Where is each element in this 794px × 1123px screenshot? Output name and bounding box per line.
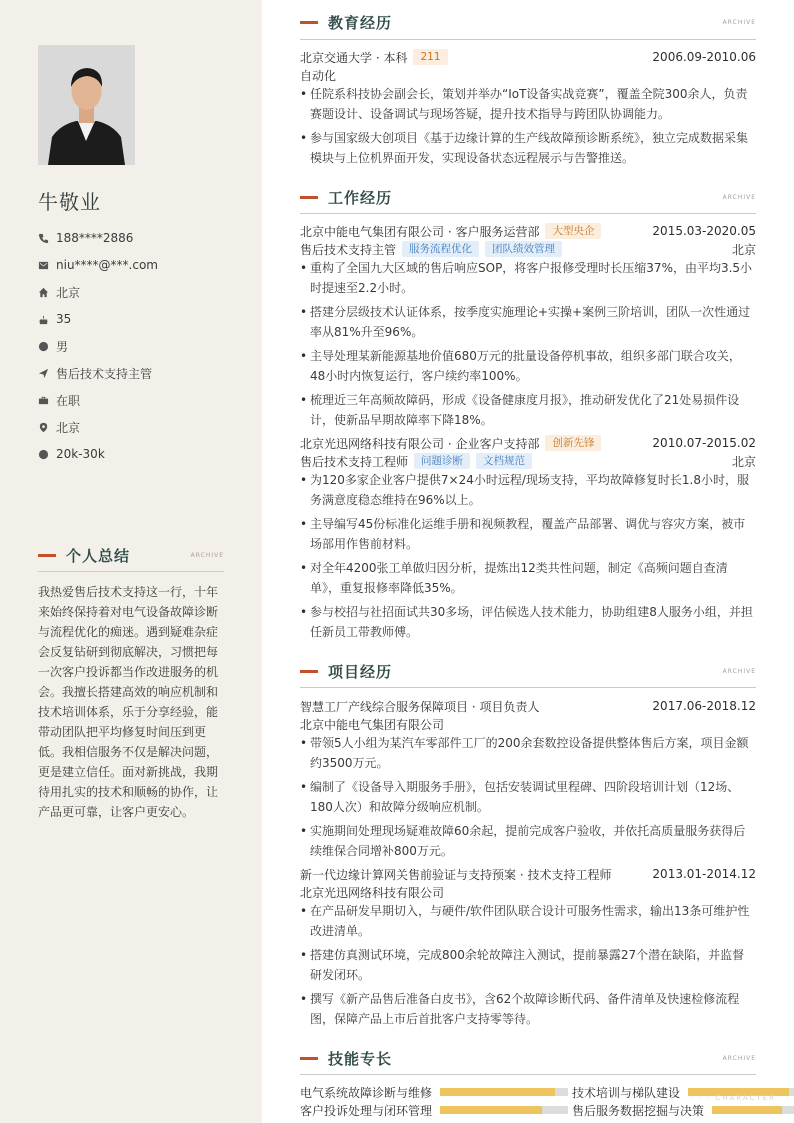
- project-name: 智慧工厂产线综合服务保障项目 · 项目负责人: [300, 699, 540, 714]
- person-name: 牛敬业: [38, 190, 101, 214]
- home-icon: [38, 285, 56, 299]
- contact-text: 188****2886: [56, 231, 134, 245]
- job-date: 2010.07-2015.02: [652, 436, 756, 450]
- contact-text: 男: [56, 339, 69, 354]
- skill-item: [300, 1101, 568, 1119]
- company-tag: 大型央企: [545, 223, 601, 239]
- job-city: 北京: [731, 454, 756, 469]
- job-position-row: [300, 240, 756, 258]
- project-bullet: • 在产品研发早期切入，与硬件/软件团队联合设计可服务性需求，输出13条可维护性改进清单。: [300, 901, 756, 941]
- project-name-row: [300, 697, 756, 715]
- education-school-row: [300, 48, 756, 66]
- contact-item: [38, 418, 248, 436]
- skill-tag: 文档规范: [476, 453, 532, 469]
- contact-text: niu****@***.com: [56, 258, 158, 272]
- avatar: [38, 45, 135, 165]
- school-tag: 211: [413, 49, 447, 65]
- section-divider: [300, 1074, 756, 1075]
- contact-text: 售后技术支持主管: [56, 366, 153, 381]
- company-name: 北京中能电气集团有限公司 · 客户服务运营部: [300, 224, 540, 239]
- job-company-row: [300, 222, 756, 240]
- section-accent-bar: [38, 554, 56, 557]
- archive-label: ARCHIVE: [190, 551, 224, 559]
- contact-item: [38, 445, 248, 463]
- summary-header: [38, 543, 224, 567]
- work-title: 工作经历: [328, 188, 393, 207]
- contact-item: [38, 310, 248, 328]
- education-bullet: • 任院系科技协会副会长，策划并举办“IoT设备实战竞赛”，覆盖全院300余人，负责赛题设计、设备调试与现场答疑，提升技术指导与跨团队协调能力。: [300, 84, 756, 124]
- contact-item: [38, 364, 248, 382]
- skill-bar-fill: [440, 1088, 555, 1096]
- contact-text: 35: [56, 312, 72, 326]
- project-org-row: [300, 883, 756, 901]
- project-bullet: • 撰写《新产品售后准备白皮书》，含62个故障诊断代码、备件清单及快速检修流程图，保障产品上市后首批客户支持零等待。: [300, 989, 756, 1029]
- project-bullet: • 带领5人小组为某汽车零部件工厂的200余套数控设备提供整体售后方案，项目金额约3500万元。: [300, 733, 756, 773]
- salary-icon: [38, 447, 56, 461]
- job-bullet: • 主导处理某新能源基地价值680万元的批量设备停机事故，组织多部门联合攻关，48小时内恢复运行，客户续约率100%。: [300, 346, 756, 386]
- job-bullet: • 主导编写45份标准化运维手册和视频教程，覆盖产品部署、调优与容灾方案，被市场部用作售前材料。: [300, 514, 756, 554]
- skill-bar-fill: [440, 1106, 542, 1114]
- summary-title: 个人总结: [66, 546, 131, 565]
- summary-text: 我热爱售后技术支持这一行，十年来始终保持着对电气设备故障诊断与流程优化的痴迷。遇到疑难杂症会反复钻研到彻底解决，习惯把每一次客户投诉都当作改进服务的机会。我擅长搭建高效的响应机制和技术培训体系，乐于分享经验，能带动团队把平均修复时间压到更低。我相信服务不仅是解决问题，更是建立信任。面对新挑战，我期待用扎实的技术和顺畅的协作，让产品更可靠，让客户更安心。: [38, 585, 219, 819]
- watermark: · · · CHARACTER: [690, 1094, 776, 1102]
- section-accent-bar: [300, 670, 318, 673]
- skills-header: [300, 1046, 756, 1070]
- job-city: 北京: [731, 242, 756, 257]
- skill-bar-track: [440, 1106, 568, 1114]
- projects-title: 项目经历: [328, 662, 393, 681]
- project-name: 新一代边缘计算网关售前验证与支持预案 · 技术支持工程师: [300, 867, 612, 882]
- project-bullet: • 搭建仿真测试环境，完成800余轮故障注入测试，提前暴露27个潜在缺陷，并监督研发闭环。: [300, 945, 756, 985]
- company-tag: 创新先锋: [545, 435, 601, 451]
- contact-text: 在职: [56, 393, 81, 408]
- briefcase-icon: [38, 393, 56, 407]
- gender-icon: [38, 339, 56, 353]
- skill-name: 客户投诉处理与闭环管理: [300, 1103, 433, 1118]
- job-bullet: • 参与校招与社招面试共30多场，评估候选人技术能力，协助组建8人服务小组，并担任新员工带教师傅。: [300, 602, 756, 642]
- job-company-row: [300, 434, 756, 452]
- job-position: 售后技术支持主管: [300, 242, 397, 257]
- skill-bar-fill: [712, 1106, 782, 1114]
- section-divider: [300, 687, 756, 688]
- cake-icon: [38, 312, 56, 326]
- project-name-row: [300, 865, 756, 883]
- section-divider: [38, 571, 224, 572]
- skill-name: 技术培训与梯队建设: [572, 1085, 681, 1100]
- work-header: [300, 185, 756, 209]
- contact-text: 北京: [56, 420, 81, 435]
- location-pin-icon: [38, 420, 56, 434]
- send-icon: [38, 366, 56, 380]
- project-date: 2013.01-2014.12: [652, 867, 756, 881]
- major: 自动化: [300, 68, 337, 83]
- contact-text: 北京: [56, 285, 81, 300]
- contact-text: 20k-30k: [56, 447, 105, 461]
- skill-name: 售后服务数据挖掘与决策: [572, 1103, 705, 1118]
- skill-bar-track: [440, 1088, 568, 1096]
- archive-label: ARCHIVE: [722, 1054, 756, 1062]
- education-major-row: [300, 66, 756, 84]
- job-date: 2015.03-2020.05: [652, 224, 756, 238]
- contact-item: [38, 337, 248, 355]
- skill-bar-track: [712, 1106, 794, 1114]
- section-accent-bar: [300, 196, 318, 199]
- archive-label: ARCHIVE: [722, 193, 756, 201]
- skills-title: 技能专长: [328, 1049, 393, 1068]
- sidebar: [0, 0, 262, 1123]
- section-accent-bar: [300, 21, 318, 24]
- job-bullet: • 重构了全国九大区域的售后响应SOP，将客户报修受理时长压缩37%，由平均3.5小时提速至2.2小时。: [300, 258, 756, 298]
- contact-item: [38, 256, 248, 274]
- archive-label: ARCHIVE: [722, 18, 756, 26]
- portrait-photo: [38, 45, 135, 165]
- contact-item: [38, 229, 248, 247]
- job-bullet: • 对全年4200张工单做归因分析，提炼出12类共性问题，制定《高频问题自查清单》，重复报修率降低35%。: [300, 558, 756, 598]
- section-accent-bar: [300, 1057, 318, 1060]
- job-position-row: [300, 452, 756, 470]
- skill-name: 电气系统故障诊断与维修: [300, 1085, 433, 1100]
- project-org: 北京中能电气集团有限公司: [300, 717, 445, 732]
- job-bullet: • 梳理近三年高频故障码，形成《设备健康度月报》，推动研发优化了21处易损件设计，使新品早期故障率下降18%。: [300, 390, 756, 430]
- contact-item: [38, 391, 248, 409]
- school-name: 北京交通大学 · 本科: [300, 50, 408, 65]
- education-header: [300, 10, 756, 34]
- project-org: 北京光迅网络科技有限公司: [300, 885, 445, 900]
- skill-tag: 团队绩效管理: [485, 241, 562, 257]
- project-date: 2017.06-2018.12: [652, 699, 756, 713]
- skill-tag: 问题诊断: [414, 453, 470, 469]
- job-position: 售后技术支持工程师: [300, 454, 409, 469]
- project-org-row: [300, 715, 756, 733]
- projects-header: [300, 659, 756, 683]
- skill-item: [300, 1083, 568, 1101]
- education-date: 2006.09-2010.06: [652, 50, 756, 64]
- contact-item: [38, 283, 248, 301]
- mail-icon: [38, 258, 56, 272]
- section-divider: [300, 213, 756, 214]
- skill-tag: 服务流程优化: [402, 241, 479, 257]
- job-bullet: • 为120多家企业客户提供7×24小时远程/现场支持，平均故障修复时长1.8小时，服务满意度稳态维持在96%以上。: [300, 470, 756, 510]
- education-bullet: • 参与国家级大创项目《基于边缘计算的生产线故障预诊断系统》，独立完成数据采集模块与上位机界面开发，实现设备状态远程展示与告警推送。: [300, 128, 756, 168]
- skill-item: [572, 1101, 794, 1119]
- education-title: 教育经历: [328, 13, 393, 32]
- company-name: 北京光迅网络科技有限公司 · 企业客户支持部: [300, 436, 540, 451]
- job-bullet: • 搭建分层级技术认证体系，按季度实施理论+实操+案例三阶培训，团队一次性通过率从81%升至96%。: [300, 302, 756, 342]
- main-content: [262, 0, 794, 1123]
- section-divider: [300, 39, 756, 40]
- archive-label: ARCHIVE: [722, 667, 756, 675]
- phone-icon: [38, 231, 56, 245]
- project-bullet: • 编制了《设备导入期服务手册》，包括安装调试里程碑、四阶段培训计划（12场、180人次）和故障分级响应机制。: [300, 777, 756, 817]
- project-bullet: • 实施期间处理现场疑难故障60余起，提前完成客户验收，并依托高质量服务获得后续维保合同增补800万元。: [300, 821, 756, 861]
